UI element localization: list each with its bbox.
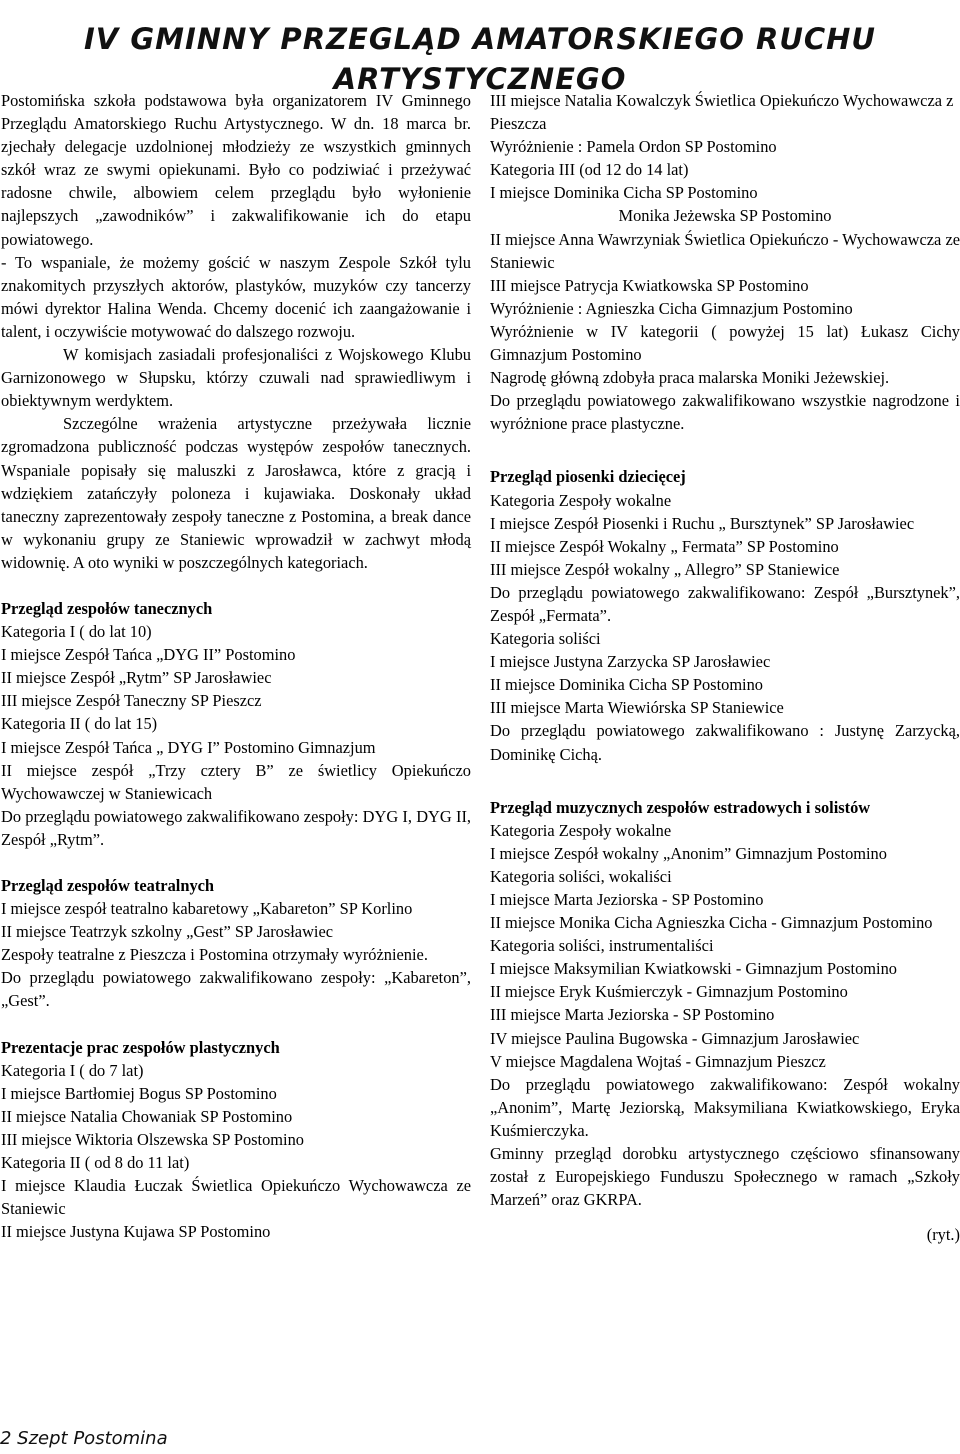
music-line: Kategoria Zespoły wokalne xyxy=(490,820,672,840)
theatre-line: Do przeglądu powiatowego zakwalifikowano zespoły: „Kabareton”, „Gest”. xyxy=(1,968,471,1011)
dance-line: I miejsce Zespół Tańca „DYG II” Postomino xyxy=(1,645,296,665)
author-signature: (ryt.) xyxy=(926,1225,960,1245)
title-line-1: IV GMINNY PRZEGLĄD AMATORSKIEGO RUCHU xyxy=(84,22,876,57)
music-line: I miejsce Maksymilian Kwiatkowski - Gimnazjum Postomino xyxy=(490,959,897,979)
art-line: Monika Jeżewska SP Postomino xyxy=(618,206,832,226)
art-heading: Prezentacje prac zespołów plastycznych xyxy=(1,1037,280,1057)
music-heading: Przegląd muzycznych zespołów estradowych i solistów xyxy=(490,797,871,817)
page-footer: 2 Szept Postomina xyxy=(0,1428,168,1449)
songs-heading: Przegląd piosenki dziecięcej xyxy=(490,467,686,487)
art-line: Wyróżnienie : Agnieszka Cicha Gimnazjum Postomino xyxy=(490,298,853,318)
left-column xyxy=(1,89,471,1243)
theatre-line: I miejsce zespół teatralno kabaretowy „Kabareton” SP Korlino xyxy=(1,899,413,919)
title-line-2: ARTYSTYCZNEGO xyxy=(333,62,627,97)
dance-line: Kategoria I ( do lat 10) xyxy=(1,622,152,642)
theatre-line: Zespoły teatralne z Pieszcza i Postomina otrzymały wyróżnienie. xyxy=(1,945,428,965)
songs-line: II miejsce Dominika Cicha SP Postomino xyxy=(490,675,764,695)
intro-paragraph: Szczególne wrażenia artystyczne przeżywała licznie zgromadzona publiczność podczas występów zespołów tanecznych. Wspaniale popisały się maluszki z Jarosławca, które z gracją i wdziękiem zatańczyły poloneza i kujawiaka. Doskonały układ taneczny zaprezentowały zespoły taneczne z Postomina, a break dance w wykonaniu grupy ze Staniewic wprowadził w zachwyt młodą widownię. A oto wyniki w poszczególnych kategoriach. xyxy=(1,414,471,572)
songs-line: Kategoria soliści xyxy=(490,629,601,649)
songs-line: III miejsce Zespół wokalny „ Allegro” SP Staniewice xyxy=(490,559,840,579)
art-line: II miejsce Anna Wawrzyniak Świetlica Opiekuńczo - Wychowawcza ze Staniewic xyxy=(490,229,960,272)
dance-heading: Przegląd zespołów tanecznych xyxy=(1,598,213,618)
songs-line: II miejsce Zespół Wokalny „ Fermata” SP Postomino xyxy=(490,536,839,556)
dance-line: Do przeglądu powiatowego zakwalifikowano zespoły: DYG I, DYG II, Zespół „Rytm”. xyxy=(1,806,471,849)
music-line: V miejsce Magdalena Wojtaś - Gimnazjum Pieszcz xyxy=(490,1051,826,1071)
intro-paragraph: - To wspaniale, że możemy gościć w naszym Zespole Szkół tylu znakomitych przyszłych aktorów, plastyków, muzyków czy tancerzy mówi dyrektor Halina Wenda. Chcemy docenić ich zaangażowanie i talent, i oczywiście motywować do dalszego rozwoju. xyxy=(1,252,471,341)
art-line: II miejsce Justyna Kujawa SP Postomino xyxy=(1,1222,271,1242)
theatre-heading: Przegląd zespołów teatralnych xyxy=(1,876,215,895)
songs-line: Kategoria Zespoły wokalne xyxy=(490,490,672,510)
music-line: Gminny przegląd dorobku artystycznego częściowo sfinansowany został z Europejskiego Funduszu Społecznego w ramach „Szkoły Marzeń” oraz GKRPA. xyxy=(490,1144,960,1210)
page-title xyxy=(0,19,960,99)
art-line: Nagrodę główną zdobyła praca malarska Moniki Jeżewskiej. xyxy=(490,368,890,388)
dance-line: Kategoria II ( do lat 15) xyxy=(1,714,158,734)
art-line: I miejsce Dominika Cicha SP Postomino xyxy=(490,183,758,203)
art-line: Kategoria I ( do 7 lat) xyxy=(1,1060,144,1080)
music-line: IV miejsce Paulina Bugowska - Gimnazjum Jarosławiec xyxy=(490,1028,860,1048)
art-line: Wyróżnienie w IV kategorii ( powyżej 15 lat) Łukasz Cichy Gimnazjum Postomino xyxy=(490,321,960,365)
right-column xyxy=(490,89,960,1246)
songs-line: Do przeglądu powiatowego zakwalifikowano: Zespół „Bursztynek”, Zespół „Fermata”. xyxy=(490,582,960,625)
dance-line: II miejsce zespół „Trzy cztery B” ze świetlicy Opiekuńczo Wychowawczej w Staniewicach xyxy=(1,760,471,803)
music-line: Kategoria soliści, instrumentaliści xyxy=(490,936,714,956)
dance-line: I miejsce Zespół Tańca „ DYG I” Postomino Gimnazjum xyxy=(1,737,376,757)
songs-line: III miejsce Marta Wiewiórska SP Staniewice xyxy=(490,698,784,718)
art-line: Wyróżnienie : Pamela Ordon SP Postomino xyxy=(490,137,777,157)
art-line: II miejsce Natalia Chowaniak SP Postomino xyxy=(1,1106,293,1126)
music-line: II miejsce Monika Cicha Agnieszka Cicha - Gimnazjum Postomino xyxy=(490,913,933,933)
art-line: I miejsce Klaudia Łuczak Świetlica Opiekuńczo Wychowawcza ze Staniewic xyxy=(1,1176,471,1219)
dance-line: II miejsce Zespół „Rytm” SP Jarosławiec xyxy=(1,668,272,688)
art-line: I miejsce Bartłomiej Bogus SP Postomino xyxy=(1,1083,277,1103)
music-line: Kategoria soliści, wokaliści xyxy=(490,866,672,886)
art-line: III miejsce Wiktoria Olszewska SP Postomino xyxy=(1,1129,304,1149)
music-line: Do przeglądu powiatowego zakwalifikowano: Zespół wokalny „Anonim”, Martę Jeziorską, Maksymiliana Kwiatkowskiego, Eryka Kuśmierczyka. xyxy=(490,1074,960,1140)
music-line: II miejsce Eryk Kuśmierczyk - Gimnazjum Postomino xyxy=(490,982,848,1002)
music-line: I miejsce Marta Jeziorska - SP Postomino xyxy=(490,890,764,909)
art-line: Kategoria II ( od 8 do 11 lat) xyxy=(1,1153,190,1173)
art-line: III miejsce Patrycja Kwiatkowska SP Postomino xyxy=(490,275,809,295)
music-line: III miejsce Marta Jeziorska - SP Postomino xyxy=(490,1005,775,1025)
music-line: I miejsce Zespół wokalny „Anonim” Gimnazjum Postomino xyxy=(490,843,887,863)
intro-paragraph: Postomińska szkoła podstawowa była organizatorem IV Gminnego Przeglądu Amatorskiego Ruchu Artystycznego. W dn. 18 marca br. zjechały delegacje uzdolnionej młodzieży ze wszystkich gminnych szkół wraz ze swymi opiekunami. Było co podziwiać i przeżywać radosne chwile, albowiem celem przeglądu było wyłonienie najlepszych „zawodników” i zakwalifikowanie ich do etapu powiatowego. xyxy=(1,91,471,249)
art-line: Kategoria III (od 12 do 14 lat) xyxy=(490,160,689,180)
songs-line: I miejsce Zespół Piosenki i Ruchu „ Bursztynek” SP Jarosławiec xyxy=(490,513,915,533)
intro-paragraph: W komisjach zasiadali profesjonaliści z Wojskowego Klubu Garnizonowego w Słupsku, którzy czuwali nad sprawiedliwym i obiektywnym werdyktem. xyxy=(1,345,471,411)
theatre-line: II miejsce Teatrzyk szkolny „Gest” SP Jarosławiec xyxy=(1,922,334,942)
art-line: III miejsce Natalia Kowalczyk Świetlica Opiekuńczo Wychowawcza z Pieszcza xyxy=(490,91,954,134)
dance-line: III miejsce Zespół Taneczny SP Pieszcz xyxy=(1,691,262,711)
songs-line: Do przeglądu powiatowego zakwalifikowano : Justynę Zarzycką, Dominikę Cichą. xyxy=(490,721,960,764)
songs-line: I miejsce Justyna Zarzycka SP Jarosławiec xyxy=(490,652,771,672)
art-line: Do przeglądu powiatowego zakwalifikowano wszystkie nagrodzone i wyróżnione prace plastyczne. xyxy=(490,391,960,434)
